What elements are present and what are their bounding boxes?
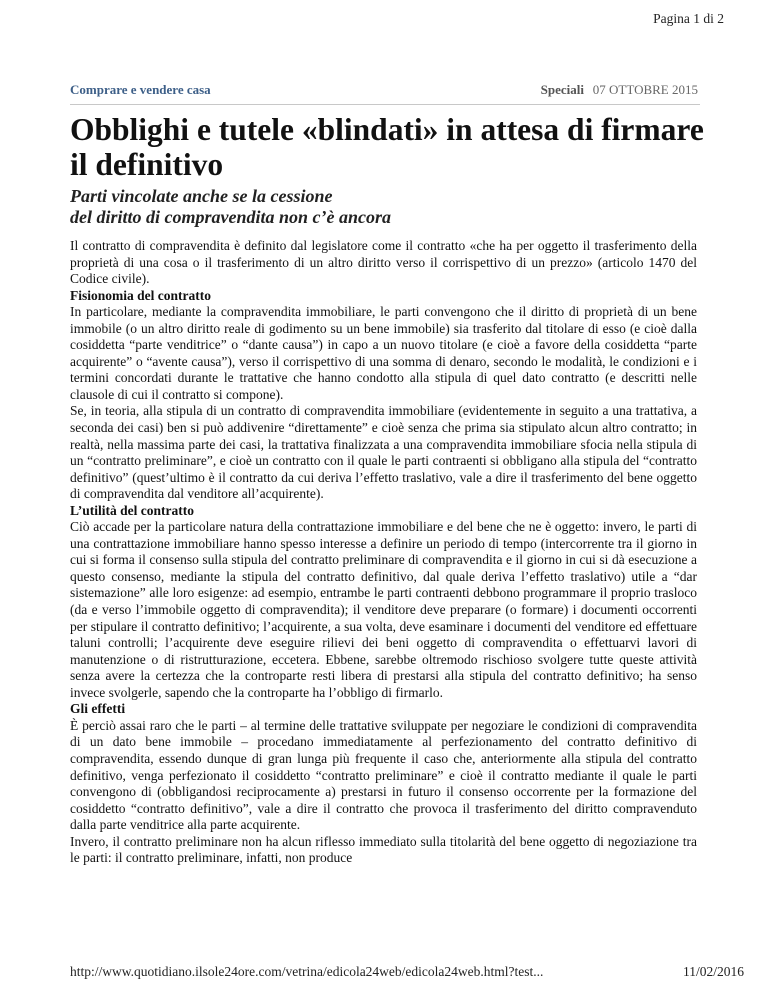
- body-paragraph: Ciò accade per la particolare natura della contrattazione immobiliare e del bene che ne è oggetto: invero, le parti di una contrattazione immobiliare hanno spesso interesse a definire un periodo di tempo (intercorrente tra il giorno in cui si forma il consenso sulla stipula del contratto preliminare di compravendita e il giorno in cui si dà esecuzione a questo consenso, mediante la stipula del contratto definitivo, dal quale deriva l’effetto traslativo) utile a “dar sistemazione” alle loro esigenze: ad esempio, entrambe le parti contraenti debbono programmare il proprio trasloco (da e verso l’immobile oggetto di compravendita); il venditore deve preparare (o formare) i documenti occorrenti per stipulare il contratto definitivo; l’acquirente, a sua volta, deve esaminare i documenti del venditore ed effettuare taluni controlli; l’acquirente deve eseguire rilievi dei beni oggetto di compravendita o effettuarvi lavori di manutenzione o di ristrutturazione, eccetera. Ebbene, sarebbe oltremodo rischioso svolgere tutte queste attività senza avere la certezza che la controparte resti libera di prestarsi alla stipula del contratto definitivo; ha senso invece svolgerle, sapendo che la controparte ha l’obbligo di firmarlo.: [70, 519, 697, 700]
- body-paragraph: Se, in teoria, alla stipula di un contratto di compravendita immobiliare (evidentemente in seguito a una trattativa, a seconda dei casi) ben si può addivenire “direttamente” e cioè senza che prima sia stipulato alcun altro contratto; in realtà, nella massima parte dei casi, la trattativa finalizzata a una compravendita immobiliare sfocia nella stipula di un “contratto preliminare”, e cioè un contratto con il quale le parti contraenti si obbligano alla stipula del “contratto definitivo” (quest’ultimo è il contratto da cui deriva l’effetto traslativo, vale a dire il trasferimento del bene oggetto di compravendita dal venditore all’acquirente).: [70, 403, 697, 502]
- section-heading: Fisionomia del contratto: [70, 287, 211, 303]
- body-paragraph: Invero, il contratto preliminare non ha alcun riflesso immediato sulla titolarità del bene oggetto di negoziazione tra le parti: il contratto preliminare, infatti, non produce: [70, 833, 697, 866]
- page-indicator: Pagina 1 di 2: [653, 11, 724, 26]
- body-paragraph: È perciò assai raro che le parti – al termine delle trattative sviluppate per negoziare le condizioni di compravendita di un dato bene immobile – procedano immediatamente al perfezionamento del contratto definitivo di compravendita, essendo dunque di gran lunga più frequente il caso che, anteriormente alla stipula del contratto definitivo, venga perfezionato il cosiddetto “contratto preliminare” e cioè il contratto mediante il quale le parti convengono di (obbligandosi reciprocamente a) prestarsi in futuro il consenso occorrente per la formazione del cosiddetto “contratto definitivo”, vale a dire il contratto che provoca il trasferimento del diritto compravenduto dalla parte venditrice alla parte acquirente.: [70, 717, 697, 833]
- article-body: [70, 238, 697, 867]
- section-name: Comprare e vendere casa: [70, 82, 211, 97]
- print-date: 11/02/2016: [682, 964, 744, 979]
- section-heading: Gli effetti: [70, 701, 126, 717]
- section-heading: L’utilità del contratto: [70, 502, 194, 518]
- body-paragraph: In particolare, mediante la compravendita immobiliare, le parti convengono che il diritto di proprietà di un bene immobile (o un altro diritto reale di godimento su un bene immobile) sia trasferito dal titolare di esso (e cioè dalla cosiddetta “parte venditrice” o “dante causa”) in capo a un nuovo titolare (e cioè a favore della cosiddetta “parte acquirente” o “avente causa”), verso il corrispettivo di una somma di denaro, secondo le modalità, le condizioni e i termini concordati durante le trattative che hanno condotto alla stipula di quel dato contratto (e descritti nelle clausole di cui il contratto si compone).: [70, 304, 697, 402]
- source-url: http://www.quotidiano.ilsole24ore.com/vetrina/edicola24web/edicola24web.html?test...: [70, 964, 544, 979]
- subtitle-line: Parti vincolate anche se la cessione: [70, 186, 333, 206]
- article-title: Obblighi e tutele «blindati» in attesa di firmare il definitivo: [70, 112, 704, 182]
- body-paragraph: Il contratto di compravendita è definito dal legislatore come il contratto «che ha per oggetto il trasferimento della proprietà di una cosa o il trasferimento di un altro diritto verso il corrispettivo di un prezzo» (articolo 1470 del Codice civile).: [70, 238, 697, 287]
- article-subtitle: [70, 186, 710, 228]
- category-label: Speciali: [540, 82, 584, 97]
- article-meta-bar: [70, 80, 700, 105]
- publication-date: 07 OTTOBRE 2015: [592, 82, 698, 97]
- subtitle-line: del diritto di compravendita non c’è ancora: [70, 207, 391, 227]
